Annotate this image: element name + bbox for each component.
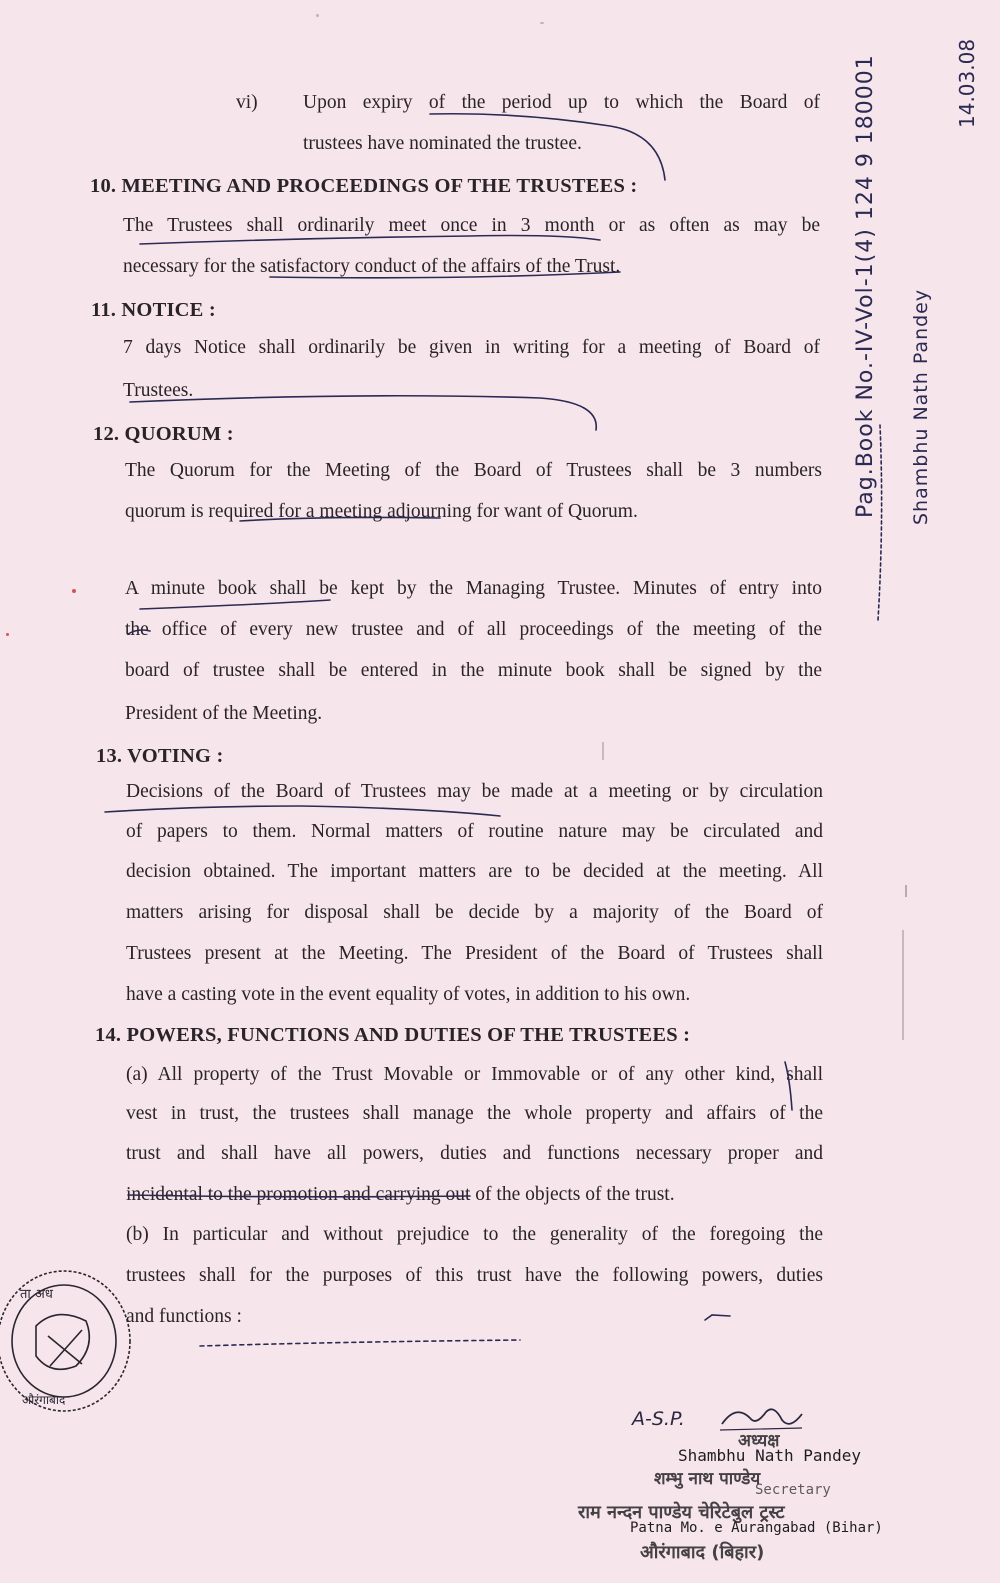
signature-place-english: Patna Mo. e Aurangabad (Bihar) xyxy=(630,1520,883,1536)
clause-10-heading: 10. MEETING AND PROCEEDINGS OF THE TRUSTEES : xyxy=(90,175,638,197)
clause-vi-line-1: Upon expiry of the period up to which the Board of xyxy=(303,92,820,113)
pen-underline xyxy=(240,517,440,521)
signature-office-hindi: अध्यक्ष xyxy=(738,1431,780,1451)
clause-11-line-2: Trustees. xyxy=(123,380,194,401)
pen-mark xyxy=(785,1062,792,1110)
signature-name-english: Shambhu Nath Pandey xyxy=(678,1446,862,1465)
pen-underline xyxy=(130,396,596,430)
pen-underline xyxy=(200,1340,520,1346)
clause-10-line-1: The Trustees shall ordinarily meet once in 3 month or as often as may be xyxy=(123,215,820,236)
clause-11-line-1: 7 days Notice shall ordinarily be given in writing for a meeting of Board of xyxy=(123,337,820,358)
trust-seal xyxy=(0,1266,140,1416)
clause-13-line-5: Trustees present at the Meeting. The President of the Board of Trustees shall xyxy=(126,943,823,964)
clause-10-line-2: necessary for the satisfactory conduct of the affairs of the Trust. xyxy=(123,256,621,277)
clause-12-line-2: quorum is required for a meeting adjourning for want of Quorum. xyxy=(125,501,638,522)
pen-underline xyxy=(140,600,330,609)
clause-13-line-1: Decisions of the Board of Trustees may be made at a meeting or by circulation xyxy=(126,781,823,802)
signature-trust-name-hindi: राम नन्दन पाण्डेय चेरिटेबुल ट्रस्ट xyxy=(578,1502,785,1523)
pen-mark xyxy=(705,1315,730,1320)
margin-registration-note: Pag.Book No.-IV-Vol-1(4) 124 9 180001 xyxy=(853,54,878,518)
clause-13-line-4: matters arising for disposal shall be decide by a majority of the Board of xyxy=(126,902,823,923)
minute-book-line-2: the office of every new trustee and of all proceedings of the meeting of the xyxy=(125,619,822,640)
pen-underline xyxy=(140,236,600,245)
clause-11-heading: 11. NOTICE : xyxy=(91,299,216,321)
clause-14a-line-4: incidental to the promotion and carrying out of the objects of the trust. xyxy=(126,1184,675,1205)
margin-date-note: 14.03.08 xyxy=(955,38,979,128)
minute-book-line-3: board of trustee shall be entered in the minute book shall be signed by the xyxy=(125,660,822,681)
clause-14b-line-2: trustees shall for the purposes of this trust have the following powers, duties xyxy=(126,1265,823,1286)
minute-book-line-1: A minute book shall be kept by the Managing Trustee. Minutes of entry into xyxy=(125,578,822,599)
clause-14b-line-3: and functions : xyxy=(126,1306,242,1327)
signature-title-english: Secretary xyxy=(755,1482,831,1498)
clause-vi-line-2: trustees have nominated the trustee. xyxy=(303,133,582,154)
clause-14b-line-1: (b) In particular and without prejudice to the generality of the foregoing the xyxy=(126,1224,823,1245)
clause-14a-line-1: (a) All property of the Trust Movable or Immovable or of any other kind, shall xyxy=(126,1064,823,1085)
seal-text-bottom: औरंगाबाद xyxy=(22,1393,66,1407)
clause-13-line-3: decision obtained. The important matters are to be decided at the meeting. All xyxy=(126,861,823,882)
pen-underline xyxy=(105,806,500,816)
pen-underline xyxy=(430,114,665,180)
clause-12-line-1: The Quorum for the Meeting of the Board of Trustees shall be 3 numbers xyxy=(125,460,822,481)
clause-vi-label: vi) xyxy=(236,92,258,113)
signature-name-hindi: शम्भु नाथ पाण्डेय xyxy=(654,1469,761,1489)
pen-underline xyxy=(270,272,620,278)
margin-signature-note: Shambhu Nath Pandey xyxy=(910,288,932,525)
clause-13-heading: 13. VOTING : xyxy=(96,745,224,767)
clause-12-heading: 12. QUORUM : xyxy=(93,423,234,445)
pen-underline xyxy=(128,630,150,634)
clause-13-line-6: have a casting vote in the event equality of votes, in addition to his own. xyxy=(126,984,691,1005)
clause-13-line-2: of papers to them. Normal matters of routine nature may be circulated and xyxy=(126,821,823,842)
minute-book-line-4: President of the Meeting. xyxy=(125,703,323,724)
signature-place-hindi: औरंगाबाद (बिहार) xyxy=(640,1542,765,1563)
pen-underline xyxy=(128,1195,470,1197)
clause-14a-line-2: vest in trust, the trustees shall manage the whole property and affairs of the xyxy=(126,1103,823,1124)
clause-14-heading: 14. POWERS, FUNCTIONS AND DUTIES OF THE TRUSTEES : xyxy=(95,1024,691,1046)
seal-text-top: ता अध xyxy=(20,1287,53,1302)
pen-mark xyxy=(878,425,882,620)
seal-icon xyxy=(0,1266,140,1416)
clause-14a-line-3: trust and shall have all powers, duties and functions necessary proper and xyxy=(126,1143,823,1164)
signature-initials: A-S.P. xyxy=(632,1408,685,1430)
